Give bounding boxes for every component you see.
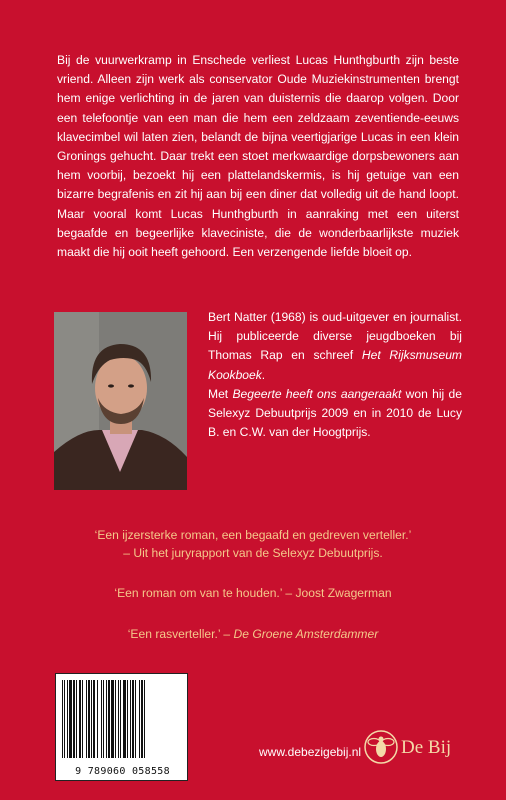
quote-groene-source: De Groene Amsterdammer [233, 626, 379, 641]
publisher-website: www.debezigebij.nl [259, 745, 362, 759]
author-bio-paragraph-1 [208, 308, 462, 385]
publisher-logo [363, 727, 473, 767]
barcode-bars [62, 680, 183, 758]
quote-jury-line-2: – Uit het juryrapport van de Selexyz Debuutprijs. [123, 545, 383, 560]
bio-p2-title: Begeerte heeft ons aangeraakt [232, 386, 402, 401]
bio-p1-text: Bert Natter (1968) is oud-uitgever en journalist. Hij publiceerde diverse jeugdboeken bij Thomas Rap en schreef [208, 310, 462, 363]
author-bio-paragraph-2 [208, 385, 462, 443]
bio-p2-text: won hij de Selexyz Debuutprijs 2009 en in 2010 de Lucy B. en C.W. van der Hoogtprijs. [208, 386, 462, 440]
isbn-barcode [55, 673, 188, 781]
publisher-logo-text: De Bij [401, 737, 452, 758]
quote-groene-text: ‘Een rasverteller.’ – [127, 626, 234, 641]
bio-p1-end: . [261, 367, 266, 382]
bio-p2-start: Met [208, 386, 233, 401]
quote-zwagerman: ‘Een roman om van te houden.’ – Joost Zwagerman [114, 586, 392, 600]
quote-groene [0, 626, 506, 644]
bee-icon [363, 727, 399, 767]
review-quotes [0, 527, 506, 643]
author-bio [208, 308, 462, 442]
author-photo [54, 312, 187, 490]
back-cover-blurb: Bij de vuurwerkramp in Enschede verliest Lucas Hunthgburth zijn beste vriend. Alleen zijn werk als conservator Oude Muziekinstrumenten brengt hem enige verlichting in de jaren van duisternis die daarop volgen. Door een telefoontje van een man die hem een zeldzaam zeventiende-eeuws klavecimbel wil laten zien, belandt de bijna veertigjarige Lucas in een klein Gronings gehucht. Daar trekt een stoet merkwaardige dorpsbewoners aan hem voorbij, bezoekt hij een plattelandskermis, is hij getuige van een bizarre begrafenis en zit hij aan bij een diner dat volledig uit de hand loopt. Maar vooral komt Lucas Hunthgburth in aanraking met een uiterst begaafde en begeerlijke klaveciniste, die de wonderbaarlijkste muziek maakt die hij ooit heeft gehoord. Een verzengende liefde bloeit op. [57, 53, 459, 260]
quote-jury-line-1: ‘Een ijzersterke roman, een begaafd en gedreven verteller.’ [94, 528, 412, 542]
bio-p1-title: Het Rijksmuseum Kookboek [208, 348, 462, 382]
quote-jury [0, 527, 506, 562]
barcode-digits: 9 789060 058558 [75, 766, 170, 777]
